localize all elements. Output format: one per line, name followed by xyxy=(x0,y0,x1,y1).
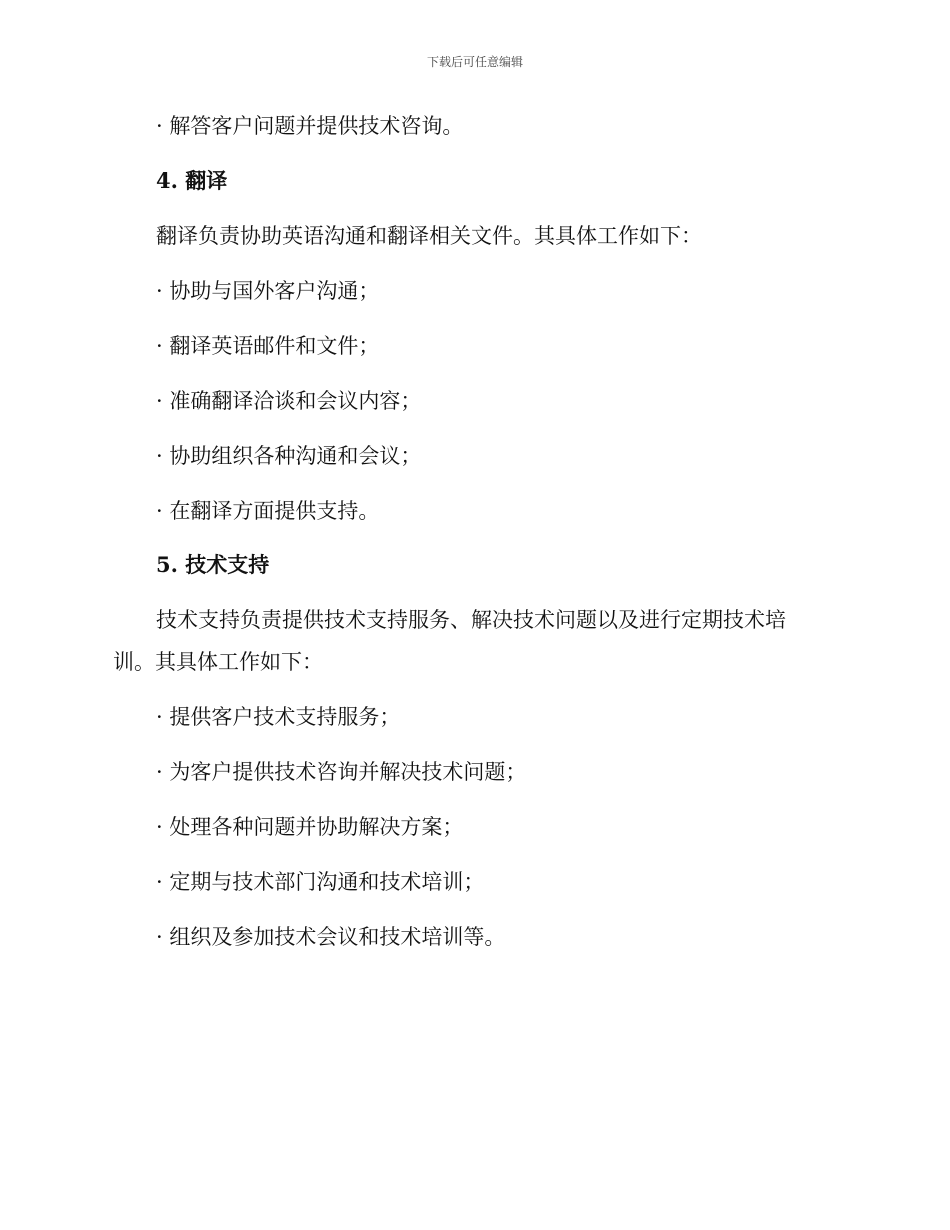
list-item: · 为客户提供技术咨询并解决技术问题； xyxy=(156,760,527,784)
list-item: · 解答客户问题并提供技术咨询。 xyxy=(156,114,464,138)
list-item: · 准确翻译洽谈和会议内容； xyxy=(156,389,422,413)
section-intro-tech-support-line1: 技术支持负责提供技术支持服务、解决技术问题以及进行定期技术培 xyxy=(156,608,786,632)
list-item: · 处理各种问题并协助解决方案； xyxy=(156,815,464,839)
list-item: · 组织及参加技术会议和技术培训等。 xyxy=(156,925,506,949)
section-heading-tech-support: 5. 技术支持 xyxy=(156,552,270,577)
section-intro-tech-support-line2: 训。其具体工作如下： xyxy=(113,650,323,674)
list-item: · 翻译英语邮件和文件； xyxy=(156,334,380,358)
list-item: · 提供客户技术支持服务； xyxy=(156,705,401,729)
page-header-note: 下载后可任意编辑 xyxy=(426,55,523,69)
section-heading-translation: 4. 翻译 xyxy=(156,168,228,193)
list-item: · 在翻译方面提供支持。 xyxy=(156,499,380,523)
list-item: · 协助与国外客户沟通； xyxy=(156,279,380,303)
list-item: · 定期与技术部门沟通和技术培训； xyxy=(156,870,485,894)
list-item: · 协助组织各种沟通和会议； xyxy=(156,444,422,468)
section-intro-translation: 翻译负责协助英语沟通和翻译相关文件。其具体工作如下： xyxy=(156,224,702,248)
